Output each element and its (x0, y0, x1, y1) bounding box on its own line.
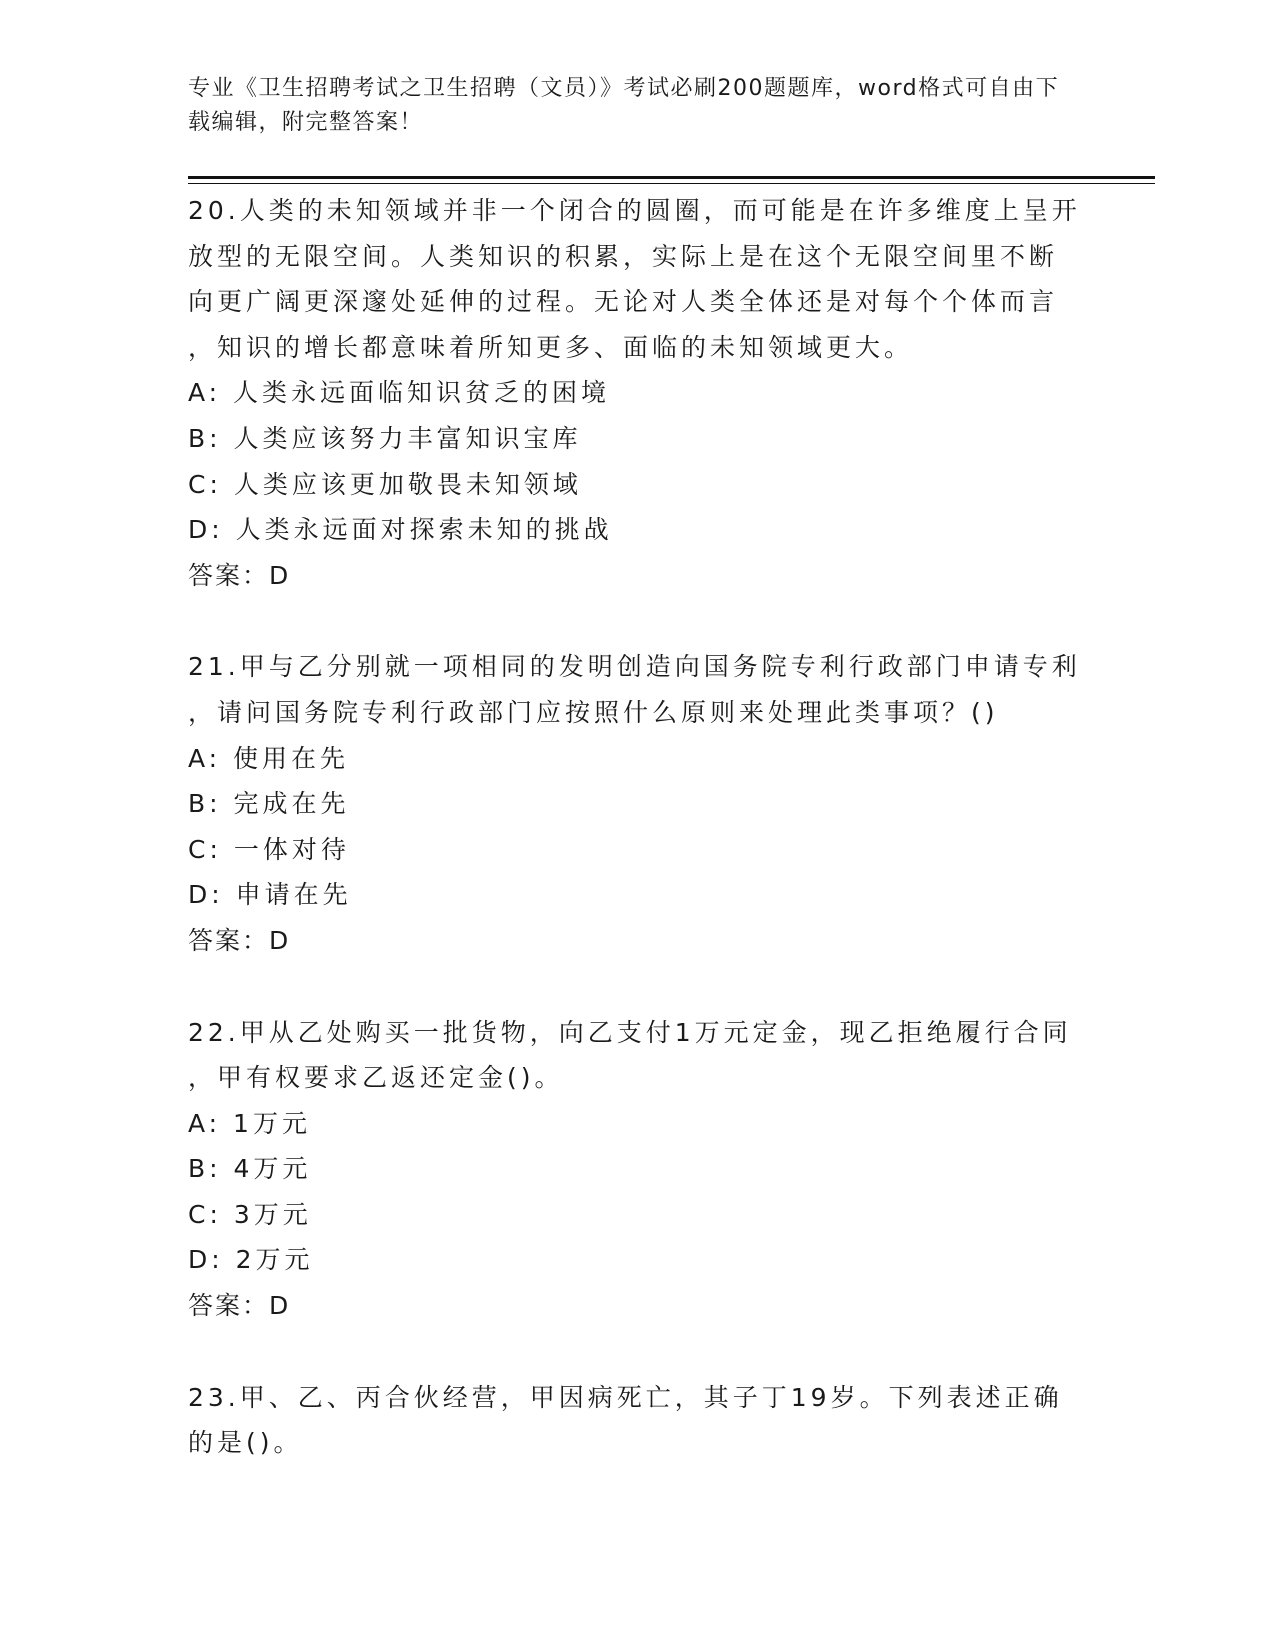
question-line: 23.甲、乙、丙合伙经营，甲因病死亡，其子丁19岁。下列表述正确 (188, 1382, 1063, 1412)
question-list (188, 188, 1088, 1512)
option-d: D: 2万元 (188, 1245, 314, 1275)
option-d: D: 人类永远面对探索未知的挑战 (188, 515, 613, 545)
header-divider-thick (188, 176, 1155, 179)
option-a: A: 1万元 (188, 1108, 311, 1138)
option-d: D: 申请在先 (188, 880, 352, 910)
question-line: ，请问国务院专利行政部门应按照什么原则来处理此类事项？() (188, 697, 999, 727)
question-22 (188, 1010, 1088, 1329)
question-line: ，知识的增长都意味着所知更多、面临的未知领域更大。 (188, 332, 914, 362)
question-line: 20.人类的未知领域并非一个闭合的圆圈，而可能是在许多维度上呈开 (188, 196, 1081, 225)
header-divider-thin (188, 183, 1155, 184)
question-23 (188, 1375, 1088, 1466)
question-line: ，甲有权要求乙返还定金()。 (188, 1063, 564, 1093)
question-line: 的是()。 (188, 1428, 303, 1458)
option-c: C: 人类应该更加敬畏未知领域 (188, 469, 582, 499)
option-b: B: 4万元 (188, 1154, 312, 1184)
answer: 答案：D (188, 925, 291, 955)
question-21 (188, 644, 1088, 963)
answer: 答案：D (188, 560, 291, 590)
question-line: 向更广阔更深邃处延伸的过程。无论对人类全体还是对每个个体而言 (188, 287, 1059, 317)
question-20 (188, 188, 1088, 598)
question-line: 21.甲与乙分别就一项相同的发明创造向国务院专利行政部门申请专利 (188, 652, 1081, 682)
option-a: A: 人类永远面临知识贫乏的困境 (188, 378, 611, 408)
question-line: 放型的无限空间。人类知识的积累，实际上是在这个无限空间里不断 (188, 241, 1059, 271)
header-title: 专业《卫生招聘考试之卫生招聘（文员）》考试必刷200题题库，word格式可自由下载编辑，附完整答案！ (188, 76, 1060, 135)
option-c: C: 一体对待 (188, 834, 350, 864)
answer: 答案：D (188, 1291, 291, 1321)
option-b: B: 人类应该努力丰富知识宝库 (188, 423, 582, 453)
option-a: A: 使用在先 (188, 743, 350, 773)
question-line: 22.甲从乙处购买一批货物，向乙支付1万元定金，现乙拒绝履行合同 (188, 1017, 1072, 1047)
option-c: C: 3万元 (188, 1199, 312, 1229)
document-header (188, 72, 1078, 140)
option-b: B: 完成在先 (188, 789, 350, 819)
